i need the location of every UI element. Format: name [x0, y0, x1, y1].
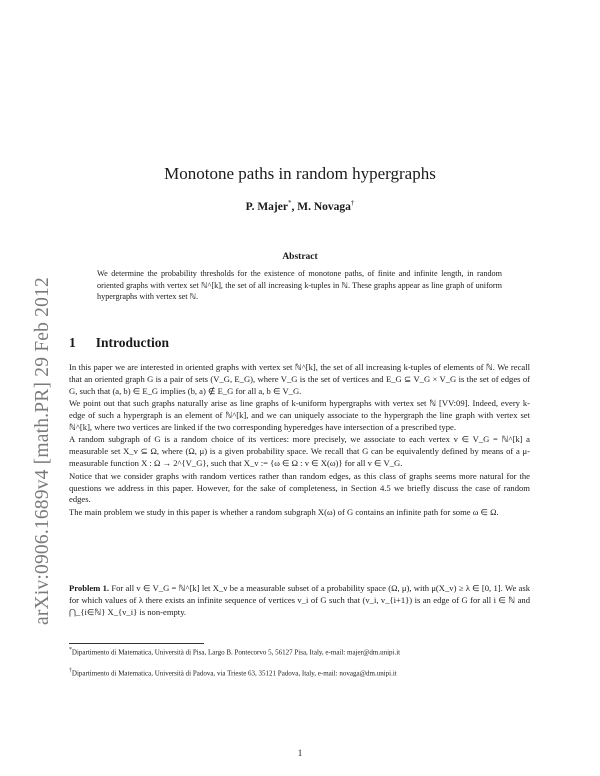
arxiv-identifier: arXiv:0906.1689v4 [math.PR] 29 Feb 2012 — [32, 277, 53, 625]
footnote-2-mark: † — [69, 668, 72, 674]
introduction-body — [69, 362, 530, 519]
paper-title: Monotone paths in random hypergraphs — [164, 164, 436, 183]
footnote-2 — [69, 667, 530, 679]
section-heading — [69, 335, 169, 351]
author-separator: , — [291, 200, 298, 213]
paragraph: A random subgraph of G is a random choice of its vertices: more precisely, we associate to each vertex v ∈ V_G = ℕ^[k] a measurable set X_v ⊆ Ω, where (Ω, μ) is a given probability space. We recall that G can be equivalently defined by means of a μ-measurable function X : Ω → 2^{V_G}, such that X_v := {ω ∈ Ω : v ∈ X(ω)} for all v ∈ V_G. — [69, 434, 530, 469]
page-number: 1 — [297, 748, 303, 758]
abstract-heading: Abstract — [282, 252, 318, 262]
footnote-1-text: Dipartimento di Matematica, Università di Pisa, Largo B. Pontecorvo 5, 56127 Pisa, Italy, e-mail: majer@dm.unipi.it — [71, 648, 401, 657]
author-majer: P. Majer — [245, 200, 288, 213]
footnote-mark-1: * — [287, 199, 292, 207]
problem-text: For all v ∈ V_G = ℕ^[k] let X_v be a measurable subset of a probability space (Ω, μ), with μ(X_v) ≥ λ ∈ [0, 1]. We ask for which values of λ there exists an infinite sequence of vertices v_i of G such that (v_i, v_{i+1}) is an edge of G for all i ∈ ℕ and ⋂_{i∈ℕ} X_{v_i} is non-empty. — [69, 583, 530, 617]
author-novaga: M. Novaga — [297, 200, 351, 213]
problem-label: Problem 1. — [69, 583, 110, 593]
section-title: Introduction — [95, 335, 170, 350]
problem-statement — [69, 583, 530, 619]
footnote-1 — [69, 646, 530, 658]
paragraph: The main problem we study in this paper is whether a random subgraph X(ω) of G contains an infinite path for some ω ∈ Ω. — [69, 506, 499, 517]
abstract-text: We determine the probability thresholds for the existence of monotone paths, of finite and infinite length, in random oriented graphs with vertex set ℕ^[k], the set of all increasing k-tuples in ℕ. These graphs appear as line graph of uniform hypergraphs with vertex set ℕ. — [97, 269, 502, 302]
paragraph: We point out that such graphs naturally arise as line graphs of k-uniform hypergraphs with vertex set ℕ [VV:09]. Indeed, every k-edge of such a hypergraph is an element of ℕ^[k], and we can uniquely associate to the hypergraph the line graph with vertex set ℕ^[k], where two vertices are linked if the two corresponding hyperedges have intersection of a prescribed type. — [69, 398, 530, 433]
arxiv-sidebar — [12, 185, 52, 625]
footnote-mark-2: † — [350, 199, 355, 207]
footnote-1-mark: * — [69, 647, 72, 653]
footnote-2-text: Dipartimento di Matematica, Università di Padova, via Trieste 63, 35121 Padova, Italy, e-mail: novaga@dm.unipi.it — [71, 669, 397, 678]
author-line — [0, 199, 600, 213]
section-number: 1 — [69, 335, 76, 350]
paragraph: Notice that we consider graphs with random vertices rather than random edges, as this class of graphs seems more natural for the questions we address in this paper. However, for the sake of completeness, in Section 4.5 we briefly discuss the case of random edges. — [69, 470, 530, 505]
paragraph: In this paper we are interested in oriented graphs with vertex set ℕ^[k], the set of all increasing k-tuples of elements of ℕ. We recall that an oriented graph G is a pair of sets (V_G, E_G), where V_G is the set of vertices and E_G ⊆ V_G × V_G is the set of edges of G, such that (a, b) ∈ E_G implies (b, a) ∉ E_G for all a, b ∈ V_G. — [69, 362, 530, 396]
footnote-rule — [69, 643, 204, 644]
